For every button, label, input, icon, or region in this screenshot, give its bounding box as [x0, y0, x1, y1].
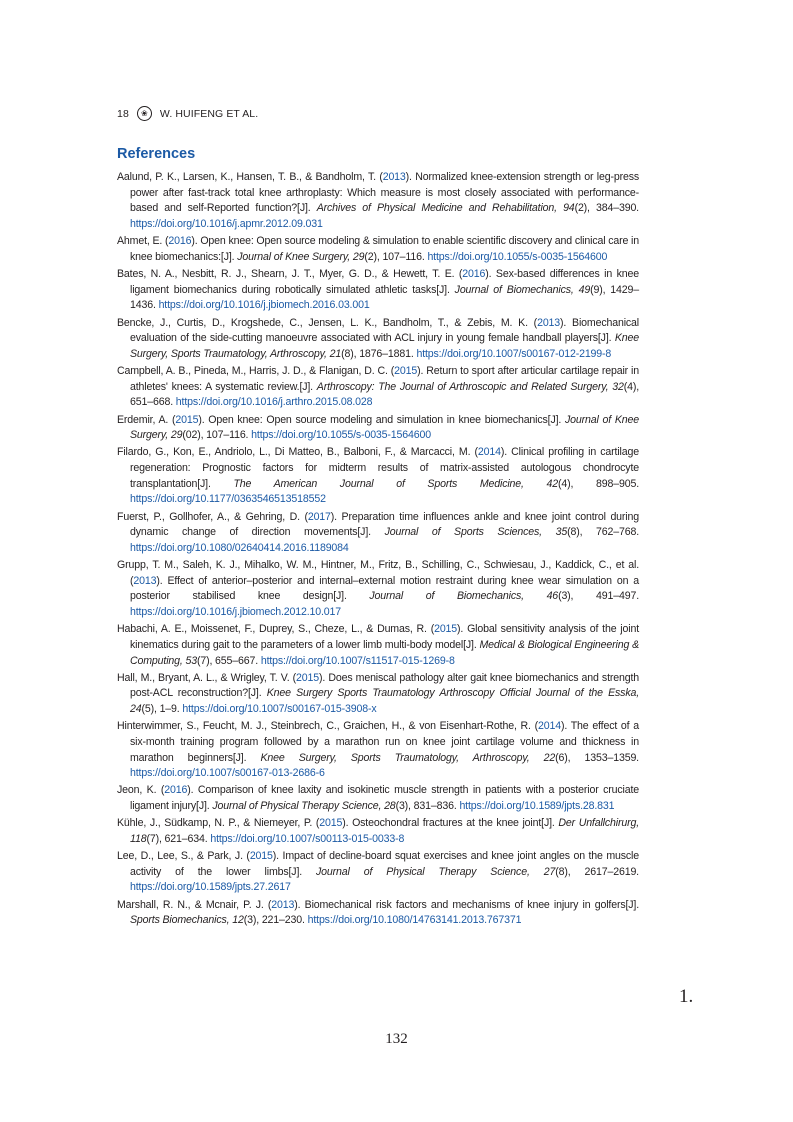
reference-doi-link[interactable]: https://doi.org/10.1007/s00167-013-2686-6: [130, 767, 325, 780]
reference-title: ). Preparation time influences ankle and knee joint control during dynamic change of direction movements[J].: [130, 510, 639, 539]
reference-title: ). Open knee: Open source modeling and simulation in knee biomechanics[J].: [198, 413, 565, 426]
reference-pages: (8), 2617–2619.: [555, 865, 639, 878]
reference-doi-link[interactable]: https://doi.org/10.1016/j.arthro.2015.08.028: [175, 396, 373, 409]
reference-journal: Medical & Biological Engineering & Computing, 53: [130, 638, 639, 667]
reference-pages: (7), 621–634.: [146, 832, 211, 845]
reference-year-link[interactable]: 2013: [537, 316, 561, 329]
reference-year-link[interactable]: 2015: [175, 413, 199, 426]
reference-year-link[interactable]: 2014: [537, 720, 561, 733]
reference-pages: (5), 1–9.: [141, 703, 183, 716]
reference-journal: Journal of Physical Therapy Science, 27: [316, 865, 556, 878]
reference-pages: (7), 655–667.: [196, 654, 261, 667]
reference-doi-link[interactable]: https://doi.org/10.1016/j.jbiomech.2016.03.001: [158, 299, 370, 312]
reference-pages: (02), 107–116.: [182, 429, 252, 442]
reference-pages: (3), 221–230.: [243, 914, 308, 927]
reference-entry: [117, 445, 639, 508]
reference-year-link[interactable]: 2015: [319, 817, 343, 830]
reference-title: ). Clinical profiling in cartilage regeneration: Prognostic factors for midterm results of matrix-assisted autologous chondrocyte transplantation[J].: [130, 446, 639, 490]
reference-entry: [117, 510, 639, 557]
reference-journal: Archives of Physical Medicine and Rehabilitation, 94: [316, 202, 575, 215]
reference-journal: The American Journal of Sports Medicine, 42: [233, 477, 559, 490]
reference-year-link[interactable]: 2015: [296, 671, 320, 684]
reference-entry: [117, 622, 639, 669]
reference-doi-link[interactable]: https://doi.org/10.1007/s00167-012-2199-8: [416, 347, 612, 360]
reference-pages: (3), 491–497.: [558, 590, 640, 603]
reference-journal: Journal of Sports Sciences, 35: [384, 526, 568, 539]
reference-doi-link[interactable]: https://doi.org/10.1016/j.jbiomech.2012.10.017: [130, 606, 342, 619]
reference-title: ). Impact of decline-board squat exercises and knee joint angles on the muscle activity of the lower limbs[J].: [130, 850, 640, 878]
reference-title: ). Global sensitivity analysis of the joint kinematics during gait to the parameters of a lower limb multi-body model[J].: [130, 623, 639, 651]
reference-doi-link[interactable]: https://doi.org/10.1080/02640414.2016.1189084: [130, 541, 349, 554]
reference-title: ). Sex-based differences in knee ligament biomechanics during robotically simulated athletic tasks[J].: [130, 268, 639, 296]
reference-list: [117, 170, 639, 930]
reference-doi-link[interactable]: https://doi.org/10.1177/0363546513518552: [130, 493, 326, 506]
reference-journal: Knee Surgery, Sports Traumatology, Arthroscopy, 22: [260, 751, 556, 764]
reference-pages: (2), 107–116.: [364, 250, 428, 263]
reference-title: ). Open knee: Open source modeling & simulation to enable scientific discovery and clinical care in knee biomechanics:[J].: [130, 235, 639, 263]
reference-journal: Journal of Biomechanics, 46: [369, 590, 559, 603]
reference-authors: Erdemir, A. (: [117, 413, 176, 426]
reference-year-link[interactable]: 2013: [271, 898, 295, 911]
reference-pages: (8), 762–768.: [567, 526, 639, 539]
reference-year-link[interactable]: 2014: [477, 446, 501, 459]
reference-authors: Grupp, T. M., Saleh, K. J., Mihalko, W. M., Hintner, M., Fritz, B., Schilling, C., Schwiesau, J., Kaddick, C., et al. (: [117, 559, 639, 587]
reference-entry: [117, 671, 639, 718]
reference-title: ). Return to sport after articular cartilage repair in athletes' knees: A systematic review.[J].: [130, 365, 639, 393]
reference-title: ). Biomechanical evaluation of the side-cutting manoeuvre associated with ACL injury in young female handball players[J].: [130, 316, 639, 345]
page-number: 132: [385, 1031, 408, 1047]
reference-doi-link[interactable]: https://doi.org/10.1016/j.apmr.2012.09.031: [130, 218, 323, 231]
reference-entry: [117, 413, 639, 444]
reference-year-link[interactable]: 2015: [249, 850, 273, 862]
reference-doi-link[interactable]: https://doi.org/10.1007/s00113-015-0033-8: [210, 832, 405, 845]
side-mark: 1.: [679, 986, 694, 1007]
reference-year-link[interactable]: 2016: [462, 268, 486, 280]
reference-authors: Aalund, P. K., Larsen, K., Hansen, T. B., & Bandholm, T. (: [117, 171, 383, 183]
reference-journal: Journal of Knee Surgery, 29: [237, 250, 365, 263]
reference-authors: Fuerst, P., Gollhofer, A., & Gehring, D. (: [117, 510, 308, 523]
reference-authors: Filardo, G., Kon, E., Andriolo, L., Di Matteo, B., Balboni, F., & Marcacci, M. (: [117, 446, 478, 459]
reference-journal: Knee Surgery Sports Traumatology Arthroscopy Official Journal of the Esska, 24: [130, 687, 640, 716]
reference-title: ). The effect of a six-month training program followed by a marathon run on knee joint cartilage volume and thickness in marathon beginners[J].: [130, 720, 639, 764]
reference-entry: [117, 267, 639, 314]
reference-doi-link[interactable]: https://doi.org/10.1080/14763141.2013.767371: [307, 914, 522, 927]
reference-authors: Hinterwimmer, S., Feucht, M. J., Steinbrech, C., Graichen, H., & von Eisenhart-Rothe, R. (: [117, 720, 538, 733]
reference-authors: Lee, D., Lee, S., & Park, J. (: [117, 850, 250, 862]
reference-pages: (9), 1429–1436.: [130, 283, 639, 312]
reference-authors: Hall, M., Bryant, A. L., & Wrigley, T. V. (: [117, 671, 297, 684]
reference-pages: (3), 831–836.: [395, 800, 460, 813]
reference-entry: [117, 783, 639, 814]
reference-year-link[interactable]: 2016: [164, 784, 188, 797]
reference-title: ). Biomechanical risk factors and mechanisms of knee injury in golfers[J].: [294, 898, 639, 911]
reference-journal: Sports Biomechanics, 12: [130, 914, 244, 927]
reference-title: ). Normalized knee-extension strength or leg-press power after fast-track total knee arthroplasty: Which measure is most closely associated with performance-based and self-Reported function?[J].: [130, 171, 639, 215]
reference-authors: Jeon, K. (: [117, 784, 165, 797]
reference-entry: [117, 719, 639, 782]
reference-authors: Kühle, J., Südkamp, N. P., & Niemeyer, P. (: [117, 817, 320, 830]
reference-title: ). Comparison of knee laxity and isokinetic muscle strength in patients with a posterior cruciate ligament injury[J].: [130, 784, 639, 813]
reference-entry: [117, 364, 639, 411]
reference-doi-link[interactable]: https://doi.org/10.1055/s-0035-1564600: [251, 429, 431, 442]
reference-entry: [117, 170, 639, 233]
reference-authors: Ahmet, E. (: [117, 235, 169, 248]
reference-journal: Journal of Biomechanics, 49: [454, 283, 591, 296]
reference-entry: [117, 234, 639, 265]
reference-year-link[interactable]: 2017: [307, 510, 331, 523]
publisher-logo-icon: ❀: [137, 106, 152, 121]
reference-pages: (2), 384–390.: [574, 202, 639, 215]
reference-title: ). Effect of anterior–posterior and internal–external motion restraint during knee wear simulation on a posterior stabilised knee design[J].: [130, 574, 639, 603]
reference-pages: (6), 1353–1359.: [555, 751, 639, 764]
references-heading: References: [117, 146, 196, 162]
reference-entry: [117, 898, 639, 929]
reference-authors: Habachi, A. E., Moissenet, F., Duprey, S., Cheze, L., & Dumas, R. (: [117, 623, 435, 636]
reference-authors: Campbell, A. B., Pineda, M., Harris, J. D., & Flanigan, D. C. (: [117, 365, 395, 377]
reference-entry: [117, 849, 639, 896]
reference-pages: (4), 651–668.: [130, 380, 640, 409]
reference-title: ). Osteochondral fractures at the knee joint[J].: [342, 817, 559, 830]
reference-title: ). Does meniscal pathology alter gait knee biomechanics and strength post-ACL reconstruction?[J].: [130, 671, 640, 700]
reference-authors: Bencke, J., Curtis, D., Krogshede, C., Jensen, L. K., Bandholm, T., & Zebis, M. K. (: [117, 316, 538, 329]
reference-year-link[interactable]: 2013: [382, 171, 406, 183]
running-header: [117, 106, 258, 121]
reference-journal: Arthroscopy: The Journal of Arthroscopic and Related Surgery, 32: [316, 380, 624, 393]
reference-authors: Marshall, R. N., & Mcnair, P. J. (: [117, 898, 272, 911]
reference-doi-link[interactable]: https://doi.org/10.1007/s00167-015-3908-x: [182, 703, 377, 716]
reference-entry: [117, 816, 639, 847]
reference-year-link[interactable]: 2016: [168, 235, 192, 248]
reference-pages: (8), 1876–1881.: [341, 347, 417, 360]
reference-journal: Der Unfallchirurg, 118: [130, 817, 640, 845]
reference-year-link[interactable]: 2013: [133, 574, 157, 587]
reference-journal: Journal of Physical Therapy Science, 28: [212, 800, 396, 813]
reference-doi-link[interactable]: https://doi.org/10.1055/s-0035-1564600: [427, 250, 608, 263]
reference-journal: Knee Surgery, Sports Traumatology, Arthroscopy, 21: [130, 332, 639, 360]
reference-pages: (4), 898–905.: [558, 477, 639, 490]
reference-entry: [117, 558, 639, 621]
header-page-number: 18: [117, 107, 129, 120]
reference-entry: [117, 316, 639, 363]
header-authors: W. HUIFENG ET AL.: [159, 107, 259, 120]
reference-doi-link[interactable]: https://doi.org/10.1007/s11517-015-1269-8: [260, 654, 455, 667]
reference-year-link[interactable]: 2015: [434, 623, 458, 636]
reference-year-link[interactable]: 2015: [394, 365, 418, 377]
reference-journal: Journal of Knee Surgery, 29: [130, 413, 639, 442]
reference-authors: Bates, N. A., Nesbitt, R. J., Shearn, J. T., Myer, G. D., & Hewett, T. E. (: [117, 268, 463, 280]
reference-doi-link[interactable]: https://doi.org/10.1589/jpts.27.2617: [130, 881, 291, 894]
reference-doi-link[interactable]: https://doi.org/10.1589/jpts.28.831: [459, 800, 615, 813]
